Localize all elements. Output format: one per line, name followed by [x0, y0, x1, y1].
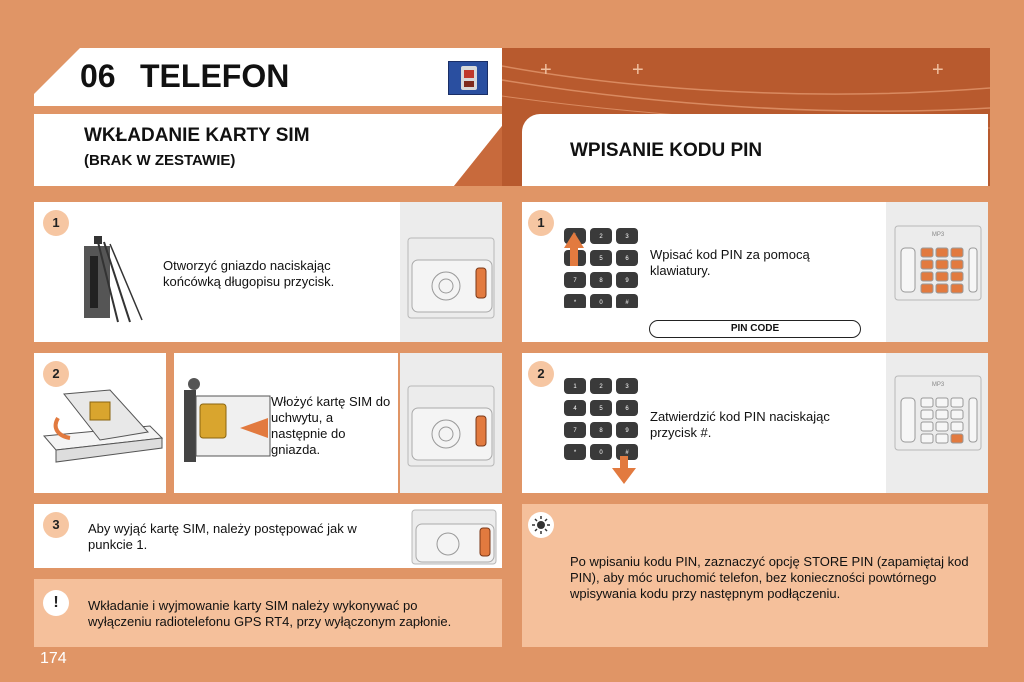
- device-key: [936, 284, 948, 293]
- left-section-subtitle: (BRAK W ZESTAWIE): [84, 152, 236, 169]
- right-step2-text: Zatwierdzić kod PIN naciskając przycisk #.: [650, 409, 830, 440]
- chapter-number: 06: [80, 58, 116, 94]
- device-key: [921, 398, 933, 407]
- keypad-key-label: #: [625, 450, 629, 456]
- device-key: [921, 434, 933, 443]
- keypad-key-label: 4: [573, 406, 577, 412]
- device-key: [951, 260, 963, 269]
- keypad-key-label: #: [625, 300, 629, 306]
- device-key: [936, 272, 948, 281]
- left-step2-text: Włożyć kartę SIM do uchwytu, a następnie do gniazda.: [271, 394, 391, 457]
- step-number-badge: 1: [528, 210, 554, 236]
- device-key: [936, 398, 948, 407]
- keypad-key-label: 7: [573, 278, 577, 284]
- device-key: [951, 422, 963, 431]
- radio-device-illustration: [406, 384, 496, 468]
- svg-text:MP3: MP3: [931, 232, 945, 238]
- svg-text:MP3: MP3: [931, 382, 945, 388]
- warning-icon: !: [43, 590, 69, 616]
- device-key: [921, 422, 933, 431]
- keypad-key-label: 6: [625, 256, 629, 262]
- warning-text: Wkładanie i wyjmowanie karty SIM należy wykonywać po wyłączeniu radiotelefonu GPS RT4, przy wyłączonym zapłonie.: [88, 598, 452, 629]
- keypad-key-label: *: [573, 300, 577, 306]
- keypad-key-label: 2: [599, 384, 603, 390]
- sim-tray-illustration: [40, 388, 164, 472]
- device-key: [936, 434, 948, 443]
- left-section-title: WKŁADANIE KARTY SIM: [84, 125, 310, 146]
- keypad-key-label: 8: [599, 428, 603, 434]
- step-number-badge: 3: [43, 512, 69, 538]
- keypad-illustration: [560, 226, 642, 308]
- device-key: [921, 284, 933, 293]
- device-key: [951, 284, 963, 293]
- step-number-badge: 2: [528, 361, 554, 387]
- keypad-key-label: 6: [625, 406, 629, 412]
- keypad-key-label: 9: [625, 278, 629, 284]
- pin-code-screen-label: PIN CODE: [649, 320, 861, 338]
- keypad-key-label: 2: [599, 234, 603, 240]
- device-key: [936, 410, 948, 419]
- radio-device-illustration: [406, 236, 496, 320]
- right-section-title: WPISANIE KODU PIN: [570, 140, 763, 161]
- phone-keypad-device-illustration: [893, 224, 983, 302]
- device-key: [951, 398, 963, 407]
- left-step1-text: Otworzyć gniazdo naciskając końcówką długopisu przycisk.: [163, 258, 335, 289]
- device-key: [921, 260, 933, 269]
- phone-keypad-device-illustration: [893, 374, 983, 452]
- lightbulb-icon: [528, 512, 554, 538]
- radio-device-illustration: [410, 508, 498, 566]
- device-key: [936, 260, 948, 269]
- keypad-key-label: 5: [599, 256, 603, 262]
- sim-holder-illustration: [180, 376, 280, 476]
- chapter-title: TELEFON: [140, 58, 290, 94]
- keypad-key-label: 3: [625, 234, 629, 240]
- device-key: [951, 248, 963, 257]
- left-step3-text: Aby wyjąć kartę SIM, należy postępować jak w punkcie 1.: [88, 521, 357, 552]
- svg-text:+: +: [632, 59, 644, 81]
- keypad-key-label: 3: [625, 384, 629, 390]
- keypad-key-label: *: [573, 450, 577, 456]
- device-key: [936, 248, 948, 257]
- keypad-key-label: 5: [599, 406, 603, 412]
- device-key: [951, 410, 963, 419]
- device-key: [921, 410, 933, 419]
- device-key: [921, 248, 933, 257]
- keypad-key-label: 9: [625, 428, 629, 434]
- tip-text: Po wpisaniu kodu PIN, zaznaczyć opcję STORE PIN (zapamiętaj kod PIN), aby móc uruchomić telefon, bez konieczności powtórnego wpisywania kodu przy następnym podłączeniu.: [570, 554, 969, 601]
- right-step1-text: Wpisać kod PIN za pomocą klawiatury.: [650, 247, 810, 278]
- keypad-key-label: 1: [573, 384, 577, 390]
- keypad-illustration: [560, 378, 642, 484]
- svg-text:+: +: [932, 59, 944, 81]
- step-number-badge: 1: [43, 210, 69, 236]
- phone-chapter-icon: [448, 61, 488, 95]
- page-number: 174: [40, 650, 67, 667]
- device-key: [936, 422, 948, 431]
- device-key: [951, 434, 963, 443]
- step-number-badge: 2: [43, 361, 69, 387]
- keypad-key-label: 7: [573, 428, 577, 434]
- device-key: [951, 272, 963, 281]
- keypad-key-label: 0: [599, 300, 603, 306]
- keypad-key-label: 0: [599, 450, 603, 456]
- pen-slot-illustration: [78, 232, 150, 328]
- svg-text:+: +: [540, 59, 552, 81]
- keypad-key-label: 8: [599, 278, 603, 284]
- device-key: [921, 272, 933, 281]
